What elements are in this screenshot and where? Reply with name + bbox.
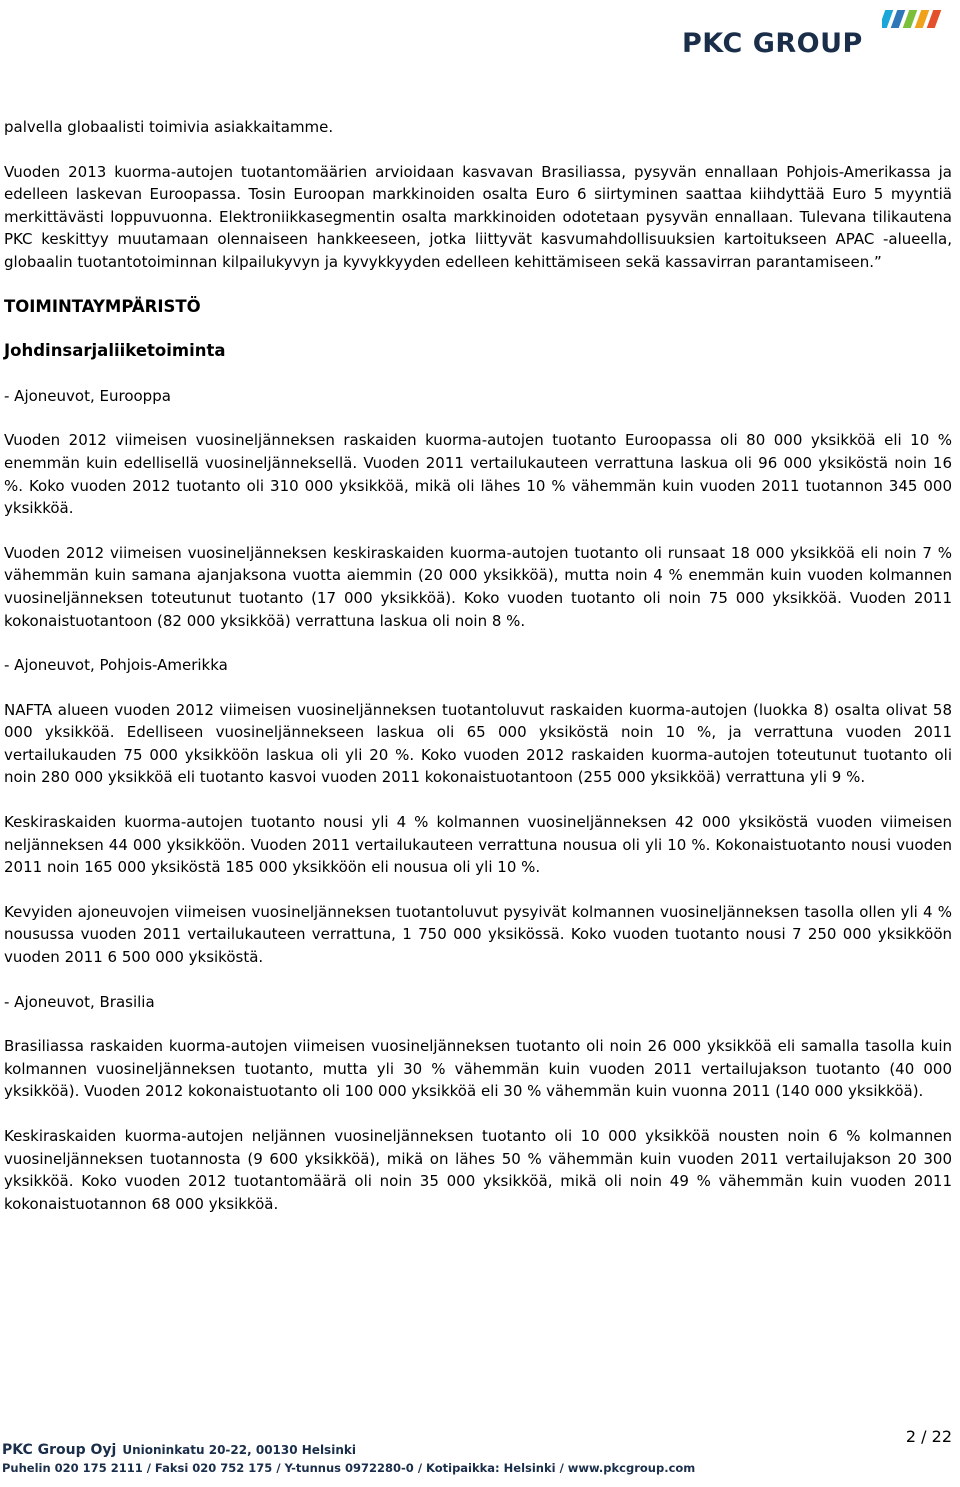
brazil-heading: - Ajoneuvot, Brasilia [4,992,155,1011]
intro-paragraph-2: Vuoden 2013 kuorma-autojen tuotantomäärien arvioidaan kasvavan Brasiliassa, pysyvän ennallaan Pohjois-Amerikassa ja edelleen laskevan Euroopassa. Tosin Euroopan markkinoiden osalta Euro 6 siirtyminen saattaa kiihdyttää Euro 5 myyntiä merkittävästi loppuvuonna. Elektroniikkasegmentin osalta markkinoiden odotetaan pysyvän ennallaan. Tulevana tilikautena PKC keskittyy muutamaan olennaiseen hankkeeseen, jotka liittyvät kasvumahdollisuuksien kartoitukseen APAC -alueella, globaalin tuotantotoiminnan kilpailukyvyn ja kyvykkyyden edelleen kehittämiseen sekä kassavirran parantamiseen.” [4,162,952,271]
footer-company: PKC Group Oyj [2,1442,117,1458]
logo-stripe [891,10,906,28]
europe-paragraph-1: Vuoden 2012 viimeisen vuosineljänneksen raskaiden kuorma-autojen tuotanto Euroopassa oli 80 000 yksikköä eli 10 % enemmän kuin edellisellä vuosineljänneksellä. Vuoden 2011 vertailukauteen verrattuna laskua oli 96 000 yksiköstä noin 16 %. Koko vuoden 2012 tuotanto oli 310 000 yksikköä, mikä oli lähes 10 % vähemmän kuin vuoden 2011 tuotannon 345 000 yksikköä. [4,431,952,518]
north-america-heading: - Ajoneuvot, Pohjois-Amerikka [4,656,228,675]
north-america-paragraph-1: NAFTA alueen vuoden 2012 viimeisen vuosineljänneksen tuotantoluvut raskaiden kuorma-autojen (luokka 8) osalta olivat 58 000 yksikköä. Edelliseen vuosineljännekseen laskua oli 65 000 yksiköstä noin 10 %, ja verrattuna vuoden 2011 vertailukauden 75 000 yksikköön laskua oli yli 20 %. Koko vuoden 2012 raskaiden kuorma-autojen toteutunut tuotanto oli noin 280 000 yksikköä eli tuotanto kasvoi vuoden 2011 kokonaistuotantoon (255 000 yksikköä) verrattuna yli 9 %. [4,700,952,787]
page-footer [2,1442,958,1475]
brazil-paragraph-2: Keskiraskaiden kuorma-autojen neljännen vuosineljänneksen tuotanto oli 10 000 yksikköä nousten noin 6 % kolmannen vuosineljänneksen tuotannosta (9 600 yksikköä), mikä on lähes 50 % vähemmän kuin vuoden 2011 vertailujakson 20 300 yksikköä. Koko vuoden 2012 tuotantomäärä oli noin 35 000 yksikköä, mikä oli noin 49 % vähemmän kuin vuoden 2011 kokonaistuotannon 68 000 yksikköä. [4,1127,952,1213]
intro-paragraph-1: palvella globaalisti toimivia asiakkaitamme. [4,118,334,136]
section-subtitle: Johdinsarjaliiketoiminta [4,341,226,361]
footer-address: Unioninkatu 20-22, 00130 Helsinki [122,1443,356,1457]
logo-stripes-icon [882,8,946,30]
logo-wordmark: PKC GROUP [682,28,863,59]
footer-line-1 [2,1442,958,1458]
brazil-paragraph-1: Brasiliassa raskaiden kuorma-autojen viimeisen vuosineljänneksen tuotanto oli noin 26 000 yksikköä eli samalla tasolla kuin kolmannen vuosineljänneksen tuotanto, mutta yli 30 % vähemmän kuin vuoden 2011 vertailujakson tuotanto (40 000 yksikköä). Vuoden 2012 kokonaistuotanto oli 100 000 yksikköä eli 30 % vähemmän kuin vuonna 2011 (140 000 yksikköä). [4,1037,952,1101]
logo-stripe [915,10,930,28]
footer-contact: Puhelin 020 175 2111 / Faksi 020 752 175 / Y-tunnus 0972280-0 / Kotipaikka: Helsinki / www.pkcgroup.com [2,1461,696,1475]
document-body [4,116,952,1215]
page-number: 2 / 22 [905,1427,952,1446]
logo-stripe [882,10,893,28]
europe-heading: - Ajoneuvot, Eurooppa [4,386,171,405]
logo-stripe [927,10,942,28]
europe-paragraph-2: Vuoden 2012 viimeisen vuosineljänneksen keskiraskaiden kuorma-autojen tuotanto oli runsaat 18 000 yksikköä eli noin 7 % vähemmän kuin samana ajanjaksona vuotta aiemmin (20 000 yksikköä), mutta noin 4 % enemmän kuin vuoden kolmannen vuosineljänneksen toteutunut tuotanto (17 000 yksikköä). Koko vuoden tuotanto oli noin 75 000 yksikköä. Vuoden 2011 kokonaistuotantoon (82 000 yksikköä) verrattuna laskua oli noin 8 %. [4,543,952,630]
north-america-paragraph-2: Keskiraskaiden kuorma-autojen tuotanto nousi yli 4 % kolmannen vuosineljänneksen 42 000 yksiköstä vuoden viimeisen neljänneksen 44 000 yksikköön. Vuoden 2011 vertailukauteen verrattuna nousua oli yli 10 %. Kokonaistuotanto nousi vuoden 2011 noin 165 000 yksiköstä 185 000 yksikköön eli nousua oli yli 10 %. [4,813,952,877]
north-america-paragraph-3: Kevyiden ajoneuvojen viimeisen vuosineljänneksen tuotantoluvut pysyivät kolmannen vuosineljänneksen tasolla ollen yli 4 % nousussa vuoden 2011 vertailukauteen verrattuna, 1 750 000 yksikössä. Koko vuoden tuotanto nousi 7 250 000 yksikköön vuoden 2011 6 500 000 yksiköstä. [4,902,952,967]
section-title: TOIMINTAYMPÄRISTÖ [4,296,201,316]
pkc-group-logo [682,6,952,58]
logo-stripe [903,10,918,28]
